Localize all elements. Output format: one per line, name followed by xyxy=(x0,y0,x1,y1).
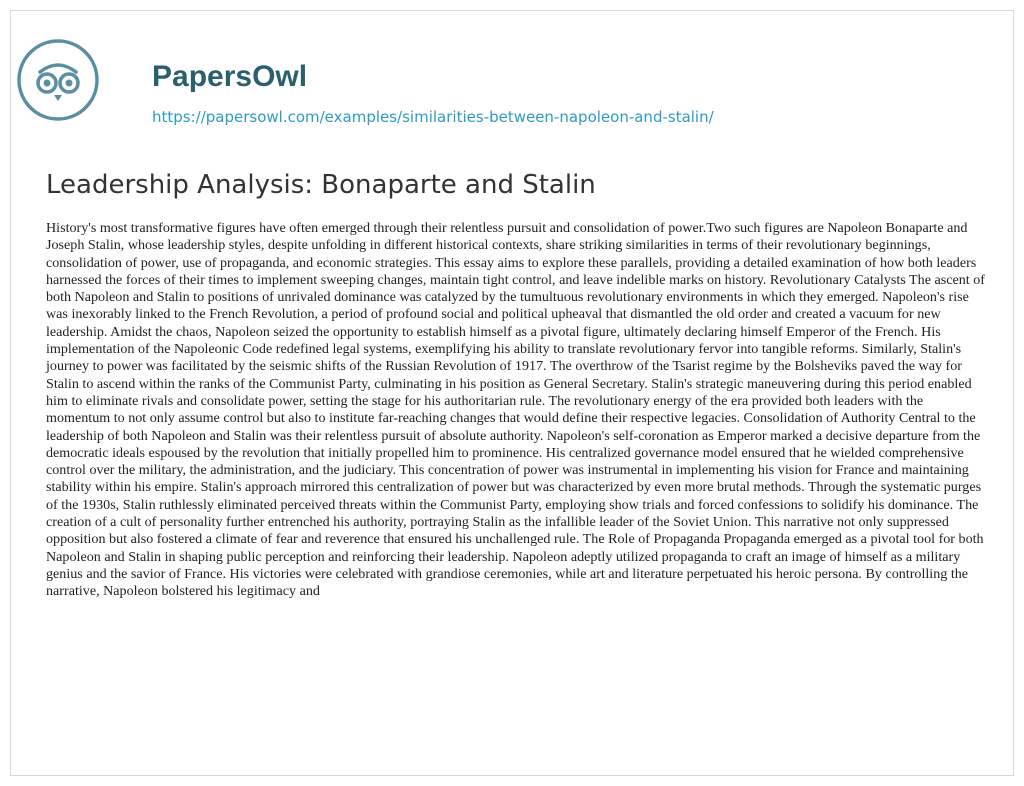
essay-title: Leadership Analysis: Bonaparte and Stalin xyxy=(46,170,596,200)
essay-body: History's most transformative figures have often emerged through their relentless pursuit and consolidation of power.Two such figures are Napoleon Bonaparte and Joseph Stalin, whose leadership styles, despite unfolding in different historical contexts, share striking similarities in terms of their revolutionary beginnings, consolidation of power, use of propaganda, and economic strategies. This essay aims to explore these parallels, providing a detailed examination of how both leaders harnessed the forces of their times to implement sweeping changes, maintain tight control, and leave indelible marks on history. Revolutionary Catalysts The ascent of both Napoleon and Stalin to positions of unrivaled dominance was catalyzed by the tumultuous revolutionary environments in which they emerged. Napoleon's rise was inexorably linked to the French Revolution, a period of profound social and political upheaval that dismantled the old order and created a vacuum for new leadership. Amidst the chaos, Napoleon seized the opportunity to establish himself as a pivotal figure, ultimately declaring himself Emperor of the French. His implementation of the Napoleonic Code redefined legal systems, exemplifying his ability to translate revolutionary fervor into tangible reforms. Similarly, Stalin's journey to power was facilitated by the seismic shifts of the Russian Revolution of 1917. The overthrow of the Tsarist regime by the Bolsheviks paved the way for Stalin to ascend within the ranks of the Communist Party, culminating in his position as General Secretary. Stalin's strategic maneuvering during this period enabled him to eliminate rivals and consolidate power, setting the stage for his authoritarian rule. The revolutionary energy of the era provided both leaders with the momentum to not only assume control but also to institute far-reaching changes that would define their respective legacies. Consolidation of Authority Central to the leadership of both Napoleon and Stalin was their relentless pursuit of absolute authority. Napoleon's self-coronation as Emperor marked a decisive departure from the democratic ideals espoused by the revolution that initially propelled him to prominence. His centralized governance model ensured that he wielded comprehensive control over the military, the administration, and the judiciary. This concentration of power was instrumental in implementing his vision for France and maintaining stability within his empire. Stalin's approach mirrored this centralization of power but was characterized by even more brutal methods. Through the systematic purges of the 1930s, Stalin ruthlessly eliminated perceived threats within the Communist Party, employing show trials and forced confessions to solidify his dominance. The creation of a cult of personality further entrenched his authority, portraying Stalin as the infallible leader of the Soviet Union. This narrative not only suppressed opposition but also fostered a climate of fear and reverence that ensured his unchallenged rule. The Role of Propaganda Propaganda emerged as a pivotal tool for both Napoleon and Stalin in shaping public perception and reinforcing their leadership. Napoleon adeptly utilized propaganda to craft an image of himself as a military genius and the savior of France. His victories were celebrated with grandiose ceremonies, while art and literature perpetuated his heroic persona. By controlling the narrative, Napoleon bolstered his legitimacy and xyxy=(46,220,985,600)
owl-logo-icon xyxy=(14,36,102,124)
source-url-link[interactable]: https://papersowl.com/examples/similarities-between-napoleon-and-stalin/ xyxy=(152,108,714,126)
brand-name: PapersOwl xyxy=(152,60,308,93)
